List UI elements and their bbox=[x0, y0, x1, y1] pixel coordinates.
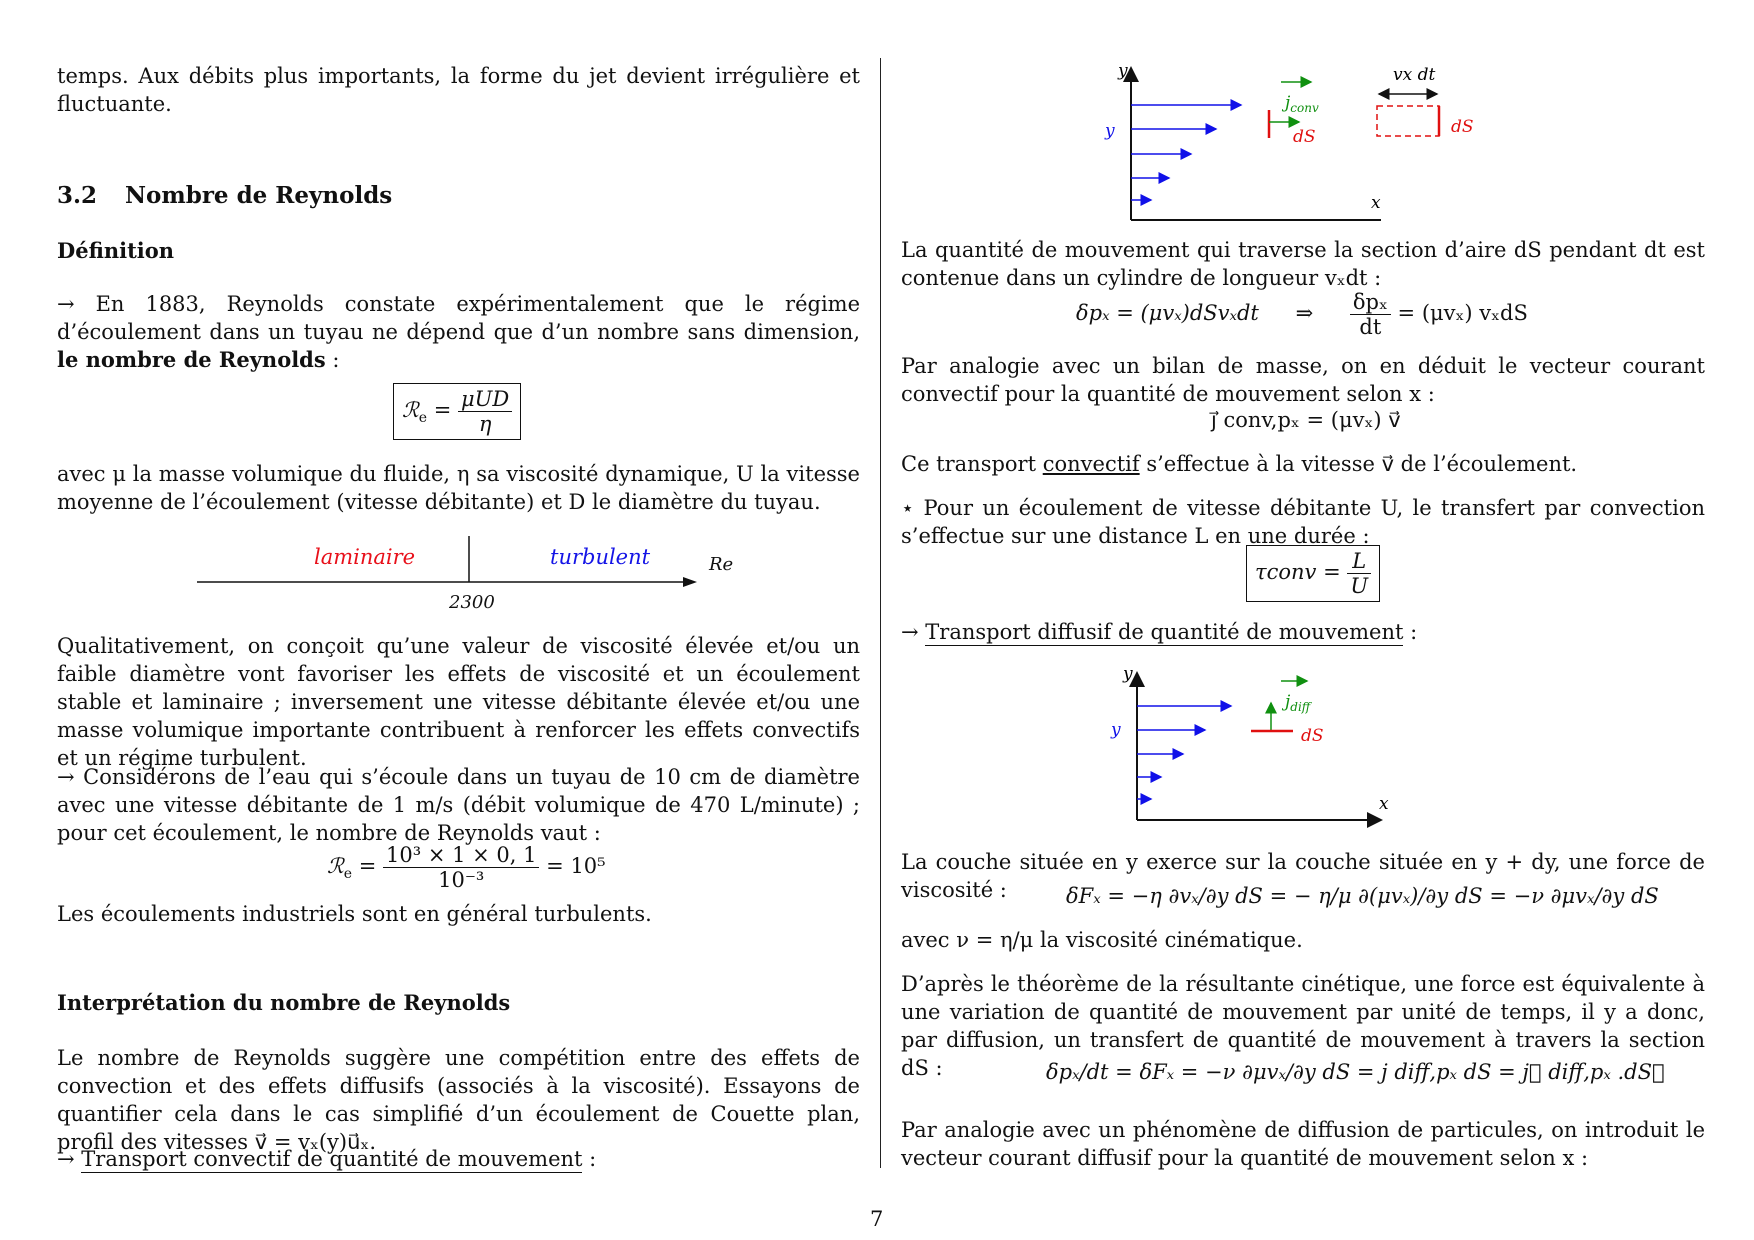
diffusive-flux-equation: δpₓ/dt = δFₓ = −ν ∂μvₓ/∂y dS = j diff,pₓ dS = j⃗ diff,pₓ .dS⃗ bbox=[1046, 1060, 1665, 1084]
ds-label-2: dS bbox=[1451, 117, 1474, 137]
section-title: Nombre de Reynolds bbox=[125, 182, 393, 209]
regime-threshold-label: 2300 bbox=[449, 592, 495, 613]
reynolds-intro-paragraph: → En 1883, Reynolds constate expérimentalement que le régime d’écoulement dans un tuyau ne dépend que d’un nombre sans dimension, le nombre de Reynolds : bbox=[57, 292, 860, 372]
fig2-x-axis-label: x bbox=[1379, 794, 1389, 814]
fig1-x-axis-label: x bbox=[1371, 193, 1381, 213]
qualitative-paragraph: Qualitativement, on conçoit qu’une valeur de viscosité élevée et/ou un faible diamètre vont favoriser les effets de viscosité et un écoulement stable et laminaire ; inversement une vitesse débitante élevée et/ou une masse volumique importante contribuent à renforcer les effets convectifs et un régime turbulent. bbox=[57, 634, 860, 770]
tau-conv-formula: τconv = $\frac{L}{U}$ bbox=[1246, 545, 1380, 602]
vxdt-label: vx dt bbox=[1393, 65, 1436, 85]
momentum-equation-1: δpₓ = (μvₓ)dSvₓdt ⇒ $\frac{\text{δpₓ}}{dt}$ = (μvₓ) vₓdS bbox=[1076, 290, 1528, 339]
diffusion-analogy-paragraph: Par analogie avec un phénomène de diffusion de particules, on introduit le vecteur courant diffusif pour la quantité de mouvement selon x : bbox=[901, 1118, 1705, 1170]
cylinder-paragraph: La quantité de mouvement qui traverse la section d’aire dS pendant dt est contenue dans un cylindre de longueur vₓdt : bbox=[901, 238, 1705, 290]
interpretation-heading: Interprétation du nombre de Reynolds bbox=[57, 990, 511, 1015]
reynolds-variables-paragraph: avec μ la masse volumique du fluide, η sa viscosité dynamique, U la vitesse moyenne de l’écoulement (vitesse débitante) et D le diamètre du tuyau. bbox=[57, 462, 860, 514]
fig1-y-axis-label: y bbox=[1118, 61, 1128, 81]
section-heading bbox=[57, 182, 392, 209]
convective-subheading: → Transport convectif de quantité de mouvement : bbox=[57, 1147, 597, 1171]
kinematic-viscosity-paragraph: avec ν = η/μ la viscosité cinématique. bbox=[901, 928, 1303, 952]
reynolds-formula: ℛ$_e$ = $\frac{\text{μUD}}{\eta}$ bbox=[393, 383, 521, 440]
definition-heading: Définition bbox=[57, 238, 175, 263]
ds-label-1: dS bbox=[1293, 127, 1316, 147]
ds-label: dS bbox=[1301, 726, 1324, 746]
fig2-y-mark: y bbox=[1111, 720, 1121, 740]
intro-paragraph: temps. Aux débits plus importants, la forme du jet devient irrégulière et fluctuante. bbox=[57, 64, 860, 116]
column-divider bbox=[880, 58, 881, 1168]
regime-diagram bbox=[197, 530, 797, 613]
reynolds-calculation: ℛ$_e$ = $\frac{\text{10³ × 1 × 0, 1}}{\text{10⁻³}}$ = 10⁵ bbox=[327, 843, 606, 892]
interpretation-paragraph: Le nombre de Reynolds suggère une compétition entre des effets de convection et des effets diffusifs (associés à la viscosité). Essayons de quantifier cela dans le cas simplifié d’un écoulement de Couette plan, profil des vitesses v⃗ = vₓ(y)u⃗ₓ. bbox=[57, 1046, 860, 1154]
diffusive-subheading: → Transport diffusif de quantité de mouvement : bbox=[901, 620, 1418, 644]
analogy-paragraph: Par analogie avec un bilan de masse, on en déduit le vecteur courant convectif pour la quantité de mouvement selon x : bbox=[901, 354, 1705, 406]
diffusive-figure bbox=[1081, 665, 1421, 830]
industrial-paragraph: Les écoulements industriels sont en général turbulents. bbox=[57, 902, 652, 926]
viscous-force-equation: δFₓ = −η ∂vₓ/∂y dS = − η/μ ∂(μvₓ)/∂y dS = −ν ∂μvₓ/∂y dS bbox=[1066, 884, 1659, 908]
kinetic-theorem-paragraph: D’après le théorème de la résultante cinétique, une force est équivalente à une variation de quantité de mouvement par unité de temps, il y a donc, par diffusion, un transfert de quantité de mouvement à travers la section dS : bbox=[901, 972, 1705, 1080]
section-number: 3.2 bbox=[57, 182, 98, 209]
regime-laminar-label: laminaire bbox=[314, 545, 416, 569]
regime-turbulent-label: turbulent bbox=[550, 545, 651, 569]
page-number: 7 bbox=[870, 1207, 884, 1231]
convective-figure-extra bbox=[1071, 60, 1491, 230]
viscous-force-paragraph: La couche située en y exerce sur la couche située en y + dy, une force de viscosité : bbox=[901, 850, 1705, 902]
j-conv-label: $j_{conv}$ bbox=[1285, 93, 1319, 115]
fig2-y-axis-label: y bbox=[1123, 664, 1133, 684]
j-diff-label: $j_{diff}$ bbox=[1285, 692, 1311, 714]
convective-speed-paragraph: Ce transport convectif s’effectue à la vitesse v⃗ de l’écoulement. bbox=[901, 452, 1578, 476]
fig1-y-mark: y bbox=[1105, 121, 1115, 141]
j-conv-equation: j⃗ conv,pₓ = (μvₓ) v⃗ bbox=[1211, 408, 1401, 432]
example-paragraph: → Considérons de l’eau qui s’écoule dans un tuyau de 10 cm de diamètre avec une vitesse débitante de 1 m/s (débit volumique de 470 L/minute) ; pour cet écoulement, le nombre de Reynolds vaut : bbox=[57, 765, 860, 845]
regime-axis-arrowhead bbox=[683, 577, 697, 587]
regime-axis-label: Re bbox=[709, 554, 734, 575]
convection-time-paragraph: ⋆ Pour un écoulement de vitesse débitante U, le transfert par convection s’effectue sur une distance L en une durée : bbox=[901, 496, 1705, 548]
